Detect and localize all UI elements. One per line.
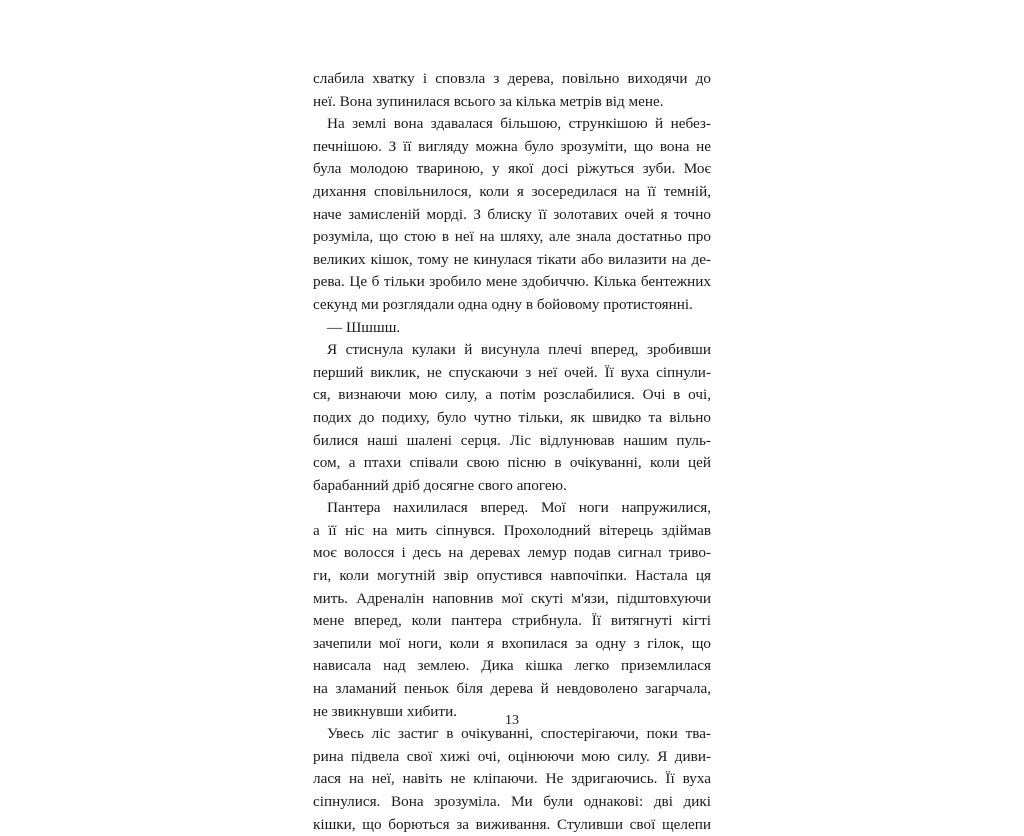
text-line: Увесь ліс застиг в очікуванні, спостерігаючи, поки тва- — [327, 725, 711, 743]
text-line: ги, коли могутній звір опустився навпочіпки. Настала ця — [313, 567, 711, 585]
text-line: барабанний дріб досягне свого апогею. — [313, 476, 567, 494]
text-line: була молодою твариною, у якої досі ріжуться зуби. Моє — [313, 160, 711, 178]
text-line: мене вперед, коли пантера стрибнула. Її витягнуті кігті — [313, 612, 711, 630]
text-line: секунд ми розглядали одна одну в бойовому протистоянні. — [313, 295, 693, 313]
text-line: наче замисленій морді. З блиску її золотавих очей я точно — [313, 205, 711, 223]
text-line: перший виклик, не спускаючи з неї очей. Її вуха сіпнули- — [313, 363, 711, 381]
text-line: великих кішок, тому не кинулася тікати або вилазити на де- — [313, 250, 711, 268]
text-line: а її ніс на мить сіпнувся. Прохолодний вітерець здіймав — [313, 521, 711, 539]
text-line: ся, визнаючи мою силу, а потім розслабилися. Очі в очі, — [313, 386, 711, 404]
text-line: На землі вона здавалася більшою, стрункішою й небез- — [327, 115, 711, 133]
text-line: не звикнувши хибити. — [313, 702, 457, 720]
text-line: дихання сповільнилося, коли я зосередилася на її темній, — [313, 182, 711, 200]
text-line: неї. Вона зупинилася всього за кілька метрів від мене. — [313, 92, 664, 110]
text-line: нависала над землею. Дика кішка легко приземлилася — [313, 657, 711, 675]
text-line: рина підвела свої хижі очі, оцінюючи мою силу. Я диви- — [313, 747, 711, 765]
text-line: подих до подиху, було чутно тільки, як швидко та вільно — [313, 408, 711, 426]
text-line: слабила хватку і сповзла з дерева, повільно виходячи до — [313, 70, 711, 87]
text-line: лася на неї, навіть не кліпаючи. Не здригаючись. Її вуха — [313, 770, 711, 788]
text-line: сом, а птахи співали свою пісню в очікуванні, коли цей — [313, 454, 711, 472]
text-line: печнішою. З її вигляду можна було зрозуміти, що вона не — [313, 137, 711, 155]
text-line: розуміла, що стою в неї на шляху, але знала достатньо про — [313, 228, 711, 246]
text-line: сіпнулися. Вона зрозуміла. Ми були однакові: дві дикі — [313, 793, 711, 810]
text-line: на зламаний пеньок біля дерева й невдоволено загарчала, — [313, 680, 711, 698]
text-line: кішки, що борються за виживання. Стуливши свої щелепи — [313, 815, 711, 833]
text-line: зачепили мої ноги, коли я вхопилася за одну з гілок, що — [313, 634, 711, 652]
text-line: билися наші шалені серця. Ліс відлунював нашим пуль- — [313, 431, 711, 449]
text-line: моє волосся і десь на деревах лемур подав сигнал триво- — [313, 544, 711, 562]
text-line: — Шшшш. — [327, 318, 401, 336]
text-line: рева. Це б тільки зробило мене здобиччю. Кілька бентежних — [313, 273, 711, 291]
text-line: мить. Адреналін наповнив мої скуті м'язи, підштовхуючи — [313, 589, 711, 607]
text-line: Я стиснула кулаки й висунула плечі вперед, зробивши — [327, 341, 711, 359]
text-line: Пантера нахилилася вперед. Мої ноги напружилися, — [327, 499, 711, 517]
page-number: 13 — [505, 713, 519, 728]
